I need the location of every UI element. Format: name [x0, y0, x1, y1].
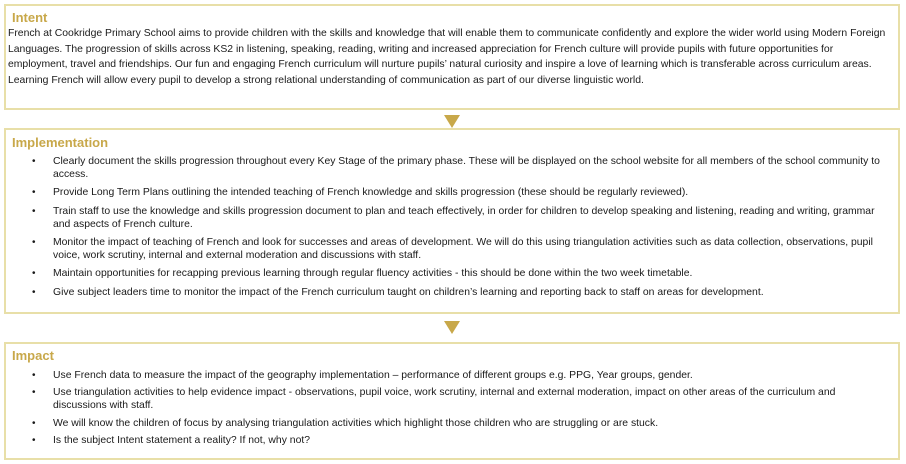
- list-item: [6, 186, 898, 199]
- bullet-icon: •: [32, 370, 36, 381]
- list-item: [6, 286, 898, 299]
- bullet-icon: •: [32, 434, 36, 446]
- impact-heading: Impact: [12, 348, 54, 363]
- list-item-text: Give subject leaders time to monitor the impact of the French curriculum taught on children’s learning and reporting back to staff on areas for development.: [53, 286, 764, 298]
- list-item-text: Clearly document the skills progression throughout every Key Stage of the primary phase. These will be displayed on the school website for all members of the school community to access.: [53, 156, 880, 181]
- down-arrow-icon: [444, 321, 460, 334]
- implementation-section: [4, 128, 900, 314]
- list-item: [6, 417, 898, 430]
- list-item: [6, 236, 898, 262]
- bullet-icon: •: [32, 387, 36, 399]
- implementation-heading: Implementation: [12, 135, 109, 150]
- implementation-list: [6, 155, 898, 299]
- bullet-icon: •: [32, 156, 36, 167]
- list-item: [6, 155, 898, 181]
- list-item: [6, 205, 898, 231]
- list-item: [6, 386, 898, 412]
- bullet-icon: •: [32, 417, 36, 429]
- bullet-icon: •: [32, 205, 36, 217]
- list-item-text: Use triangulation activities to help evidence impact - observations, pupil voice, work scrutiny, internal and external moderation, impact on other areas of the curriculum and discussions with staff.: [53, 387, 836, 412]
- list-item-text: Train staff to use the knowledge and skills progression document to plan and teach effectively, in order for children to develop speaking and listening, reading and writing, grammar and aspects of French culture.: [53, 205, 875, 230]
- list-item: [6, 369, 898, 382]
- list-item-text: Monitor the impact of teaching of French and look for successes and areas of development. We will do this using triangulation activities such as data collection, observations, pupil voice, work scrutiny, internal and external moderation and discussions with staff.: [53, 237, 873, 262]
- intent-text: French at Cookridge Primary School aims to provide children with the skills and knowledge that will enable them to communicate confidently and explore the wider world using Modern Foreign Languages. The progression of skills across KS2 in listening, speaking, reading, writing and increased appreciation for French culture will provide pupils with future opportunities for employment, travel and friendships. Our fun and engaging French curriculum will nurture pupils’ natural curiosity and inspire a love of learning which is transferable across curriculum areas. Learning French will allow every pupil to develop a strong relational understanding of communication as part of our diverse linguistic world.: [8, 28, 886, 86]
- list-item-text: Use French data to measure the impact of the geography implementation – performance of different groups e.g. PPG, Year groups, gender.: [53, 370, 693, 381]
- intent-heading: Intent: [12, 10, 48, 25]
- list-item-text: Is the subject Intent statement a reality? If not, why not?: [53, 434, 311, 446]
- bullet-icon: •: [32, 286, 36, 298]
- bullet-icon: •: [32, 237, 36, 249]
- bullet-icon: •: [32, 268, 36, 280]
- list-item-text: Maintain opportunities for recapping previous learning through regular fluency activities - this should be done within the two week timetable.: [53, 268, 693, 280]
- list-item: [6, 434, 898, 447]
- bullet-icon: •: [32, 187, 36, 199]
- down-arrow-icon: [444, 115, 460, 128]
- impact-section: [4, 342, 900, 460]
- impact-list: [6, 369, 898, 447]
- list-item: [6, 267, 898, 280]
- intent-section: [4, 4, 900, 110]
- list-item-text: Provide Long Term Plans outlining the intended teaching of French knowledge and skills progression (these should be regularly reviewed).: [53, 187, 689, 199]
- list-item-text: We will know the children of focus by analysing triangulation activities which highlight those children who are struggling or are stuck.: [53, 417, 659, 429]
